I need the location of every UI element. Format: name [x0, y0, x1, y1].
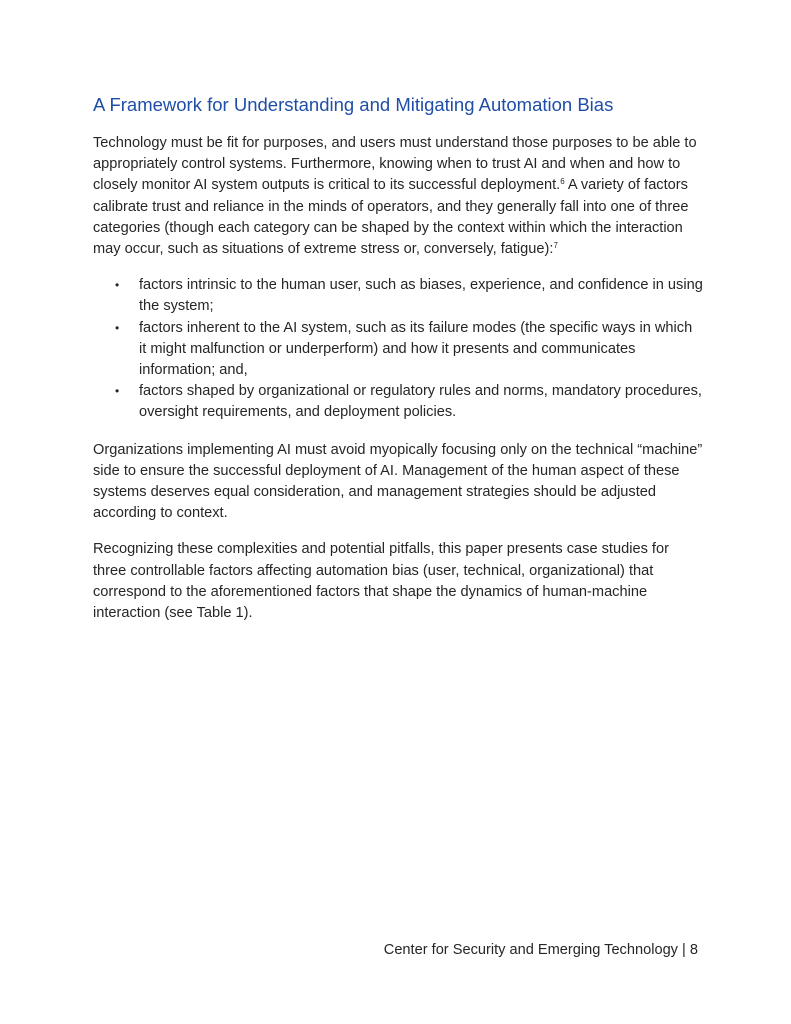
- bullet-icon: •: [115, 278, 120, 293]
- paragraph-intro-text-b: A variety of factors calibrate trust and reliance in the minds of operators, and they generally fall into one of three categories (though each category can be shaped by the context within which the interaction may occur, such as situations of extreme stress or, conversely, fatigue):: [93, 177, 689, 258]
- paragraph-intro: [93, 133, 703, 260]
- list-item-text: factors shaped by organizational or regulatory rules and norms, mandatory procedures, oversight requirements, and deployment policies.: [139, 383, 702, 421]
- factor-list: [93, 275, 703, 423]
- list-item-text: factors intrinsic to the human user, such as biases, experience, and confidence in using the system;: [139, 277, 703, 315]
- paragraph-organizations: Organizations implementing AI must avoid myopically focusing only on the technical “machine” side to ensure the successful deployment of AI. Management of the human aspect of these systems deserves equal consideration, and management strategies should be adjusted according to context.: [93, 441, 703, 522]
- bullet-icon: •: [115, 384, 120, 399]
- page-footer: Center for Security and Emerging Technology | 8: [383, 942, 698, 958]
- list-item: [93, 318, 703, 382]
- list-item: [93, 275, 703, 317]
- list-item: [93, 381, 703, 423]
- section-heading: A Framework for Understanding and Mitigating Automation Bias: [93, 94, 614, 115]
- footnote-ref-6[interactable]: 6: [560, 177, 565, 187]
- paragraph-intro-text-a: Technology must be fit for purposes, and users must understand those purposes to be able to appropriately control systems. Furthermore, knowing when to trust AI and when and how to closely monitor AI system outputs is critical to its successful deployment.: [93, 135, 697, 194]
- list-item-text: factors inherent to the AI system, such as its failure modes (the specific ways in which it might malfunction or underperform) and how it presents and communicates information; and,: [139, 319, 693, 379]
- body-text: [93, 133, 703, 639]
- bullet-icon: •: [115, 320, 120, 335]
- footnote-ref-7[interactable]: 7: [553, 241, 558, 251]
- paragraph-recognizing: Recognizing these complexities and potential pitfalls, this paper presents case studies for three controllable factors affecting automation bias (user, technical, organizational) that correspond to the aforementioned factors that shape the dynamics of human-machine interaction (see Table 1).: [93, 541, 669, 622]
